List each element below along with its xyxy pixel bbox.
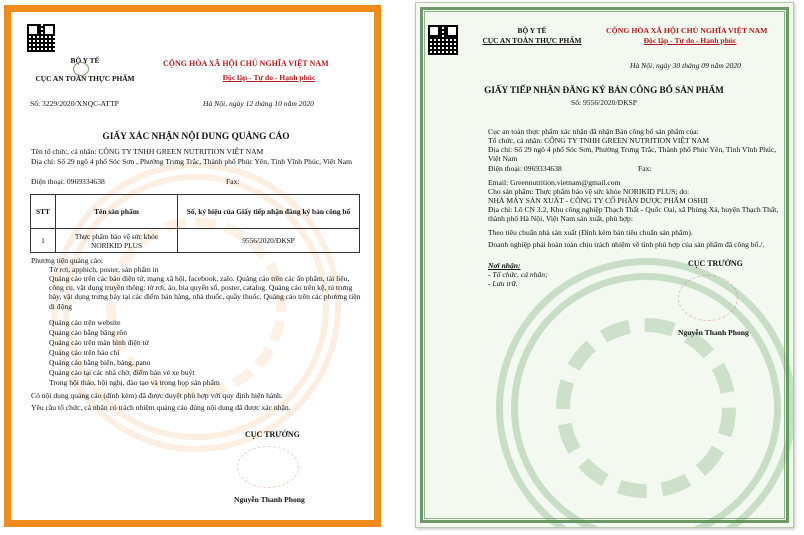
methods-title: Phương tiện quảng cáo: [31, 256, 104, 265]
table-row [31, 229, 360, 253]
method-item: Quảng cáo tại các nhà chờ, điểm bán vé xe buýt [49, 368, 195, 377]
document-number: Số: 3229/2020/XNQC-ATTP [30, 99, 119, 108]
recipient-item: - Lưu trữ. [488, 279, 518, 288]
signature-stamp-icon [237, 446, 299, 488]
phone-line: Điện thoại: 0969334638 [488, 164, 562, 173]
email-line: Email: Greennutrition.vietnam@gmail.com [488, 178, 621, 187]
responsibility-note: Yêu cầu tổ chức, cá nhân có trách nhiệm quảng cáo đúng nội dung đã được xác nhận. [31, 403, 291, 412]
cell-registration-number: 9556/2020/ĐKSP [178, 229, 360, 253]
ministry-name: BỘ Y TẾ [517, 26, 547, 35]
recipients-title: Nơi nhận: [488, 261, 521, 270]
method-item: Quảng cáo bằng biển, bảng, pano [49, 358, 151, 367]
header-product-name: Tên sản phẩm [56, 195, 178, 229]
organization-line: Tên tổ chức, cá nhân: CÔNG TY TNHH GREEN NUTRITION VIỆT NAM [31, 147, 264, 156]
product-registration-document [415, 2, 794, 528]
signer-name: Nguyễn Thanh Phong [234, 495, 305, 504]
advertising-confirmation-document [4, 5, 381, 527]
product-line: Cho sản phẩm: Thực phẩm bảo vệ sức khỏe NORIKID PLUS; do: [488, 187, 690, 196]
address-line: Địa chỉ: Số 29 ngõ 4 phố Sóc Sơn, Phường Trưng Trắc, Thành phố Phúc Yên, Tỉnh Vĩnh Phúc, Việt Nam [488, 145, 777, 164]
motto: Độc lập - Tự do - Hạnh phúc [643, 36, 737, 45]
document-title: GIẤY TIẾP NHẬN ĐĂNG KÝ BẢN CÔNG BỐ SẢN PHẨM [484, 85, 724, 95]
fax-line: Fax: [638, 164, 652, 173]
responsibility-line: Doanh nghiệp phải hoàn toàn chịu trách nhiệm về tính phù hợp của sản phẩm đã công bố./. [488, 240, 765, 249]
qr-code-icon [27, 24, 55, 52]
manufacturer-address: Địa chỉ: Lô CN 3.2, Khu công nghiệp Thạch Thất - Quốc Oai, xã Phùng Xá, huyện Thạch Thất, thành phố Hà Nội, Việt Nam sản xuất, phù hợp: [488, 205, 779, 224]
document-title: GIẤY XÁC NHẬN NỘI DUNG QUẢNG CÁO [102, 132, 290, 142]
standard-line: Theo tiêu chuẩn nhà sản xuất (Đính kèm bản tiêu chuẩn sản phẩm). [488, 228, 693, 237]
intro-line: Cục an toàn thực phẩm xác nhận đã nhận Bản công bố sản phẩm của: [488, 127, 699, 136]
method-item: Tờ rơi, apphich, poster, sản phẩm in [49, 265, 159, 274]
method-item: Trong hội thảo, hội nghị, đào tạo và trong họp sản phẩm [49, 378, 220, 387]
signer-title: CỤC TRƯỞNG [688, 259, 743, 268]
signer-name: Nguyễn Thanh Phong [678, 328, 749, 337]
country-header: CỘNG HÒA XÃ HỘI CHỦ NGHĨA VIỆT NAM [163, 59, 329, 68]
method-item: Quảng cáo bằng băng rôn [49, 328, 128, 337]
country-header: CỘNG HÒA XÃ HỘI CHỦ NGHĨA VIỆT NAM [606, 26, 768, 35]
organization-line: Tổ chức, cá nhân: CÔNG TY TNHH GREEN NUTRITION VIỆT NAM [488, 136, 710, 145]
place-date: Hà Nội, ngày 12 tháng 10 năm 2020 [203, 99, 314, 108]
method-item: Quảng cáo trên các báo điện tử, mạng xã hội, facebook, zalo. Quảng cáo trên các ấn phẩm, tài liệu, công cụ, vật dụng truyền thông: tờ rơi, áo, bìa quyển sổ, poster, catalog. Quảng cáo trên kệ, tủ trưng bày, vật dụng trưng bày tại các điểm bán hàng, nhà thuốc, quầy thuốc. Quảng cáo trên các phương tiện di động [49, 274, 361, 311]
signature-stamp-icon [678, 275, 738, 321]
cell-product-name: Thực phẩm bảo vệ sức khỏe NORIKID PLUS [56, 229, 178, 253]
department-name: CỤC AN TOÀN THỰC PHẨM [482, 36, 582, 45]
department-name: CỤC AN TOÀN THỰC PHẨM [35, 74, 135, 83]
qr-code-icon [428, 25, 458, 55]
phone-line: Điện thoại: 0969334638 [31, 177, 105, 186]
recipient-item: - Tổ chức, cá nhân; [488, 270, 548, 279]
document-number: Số: 9556/2020/ĐKSP [570, 98, 638, 107]
fax-line: Fax: [226, 177, 240, 186]
cell-stt: 1 [31, 229, 56, 253]
address-line: Địa chỉ: Số 29 ngõ 4 phố Sóc Sơn , Phường Trưng Trắc, Thành phố Phúc Yên, Tỉnh Vĩnh Phúc, Việt Nam [31, 157, 353, 166]
method-item: Quảng cáo trên website [49, 318, 121, 327]
header-stt: STT [31, 195, 56, 229]
table-header-row [31, 195, 360, 229]
manufacturer-line: NHÀ MÁY SẢN XUẤT - CÔNG TY CỔ PHẦN DƯỢC PHẨM OSHII [488, 196, 709, 205]
ministry-name: BỘ Y TẾ [70, 56, 100, 65]
method-item: Quảng cáo trên báo chí [49, 348, 120, 357]
product-table [30, 194, 360, 253]
header-registration-number: Số, ký hiệu của Giấy tiếp nhận đăng ký bản công bố [178, 195, 360, 229]
signer-title: CỤC TRƯỞNG [245, 430, 300, 439]
method-item: Quảng cáo trên màn hình điện tử [49, 338, 149, 347]
place-date: Hà Nội, ngày 30 tháng 09 năm 2020 [630, 61, 741, 70]
approval-note: Có nội dung quảng cáo (đính kèm) đã được duyệt phù hợp với quy định hiện hành. [31, 391, 283, 400]
motto: Độc lập - Tự do - Hạnh phúc [222, 73, 316, 82]
